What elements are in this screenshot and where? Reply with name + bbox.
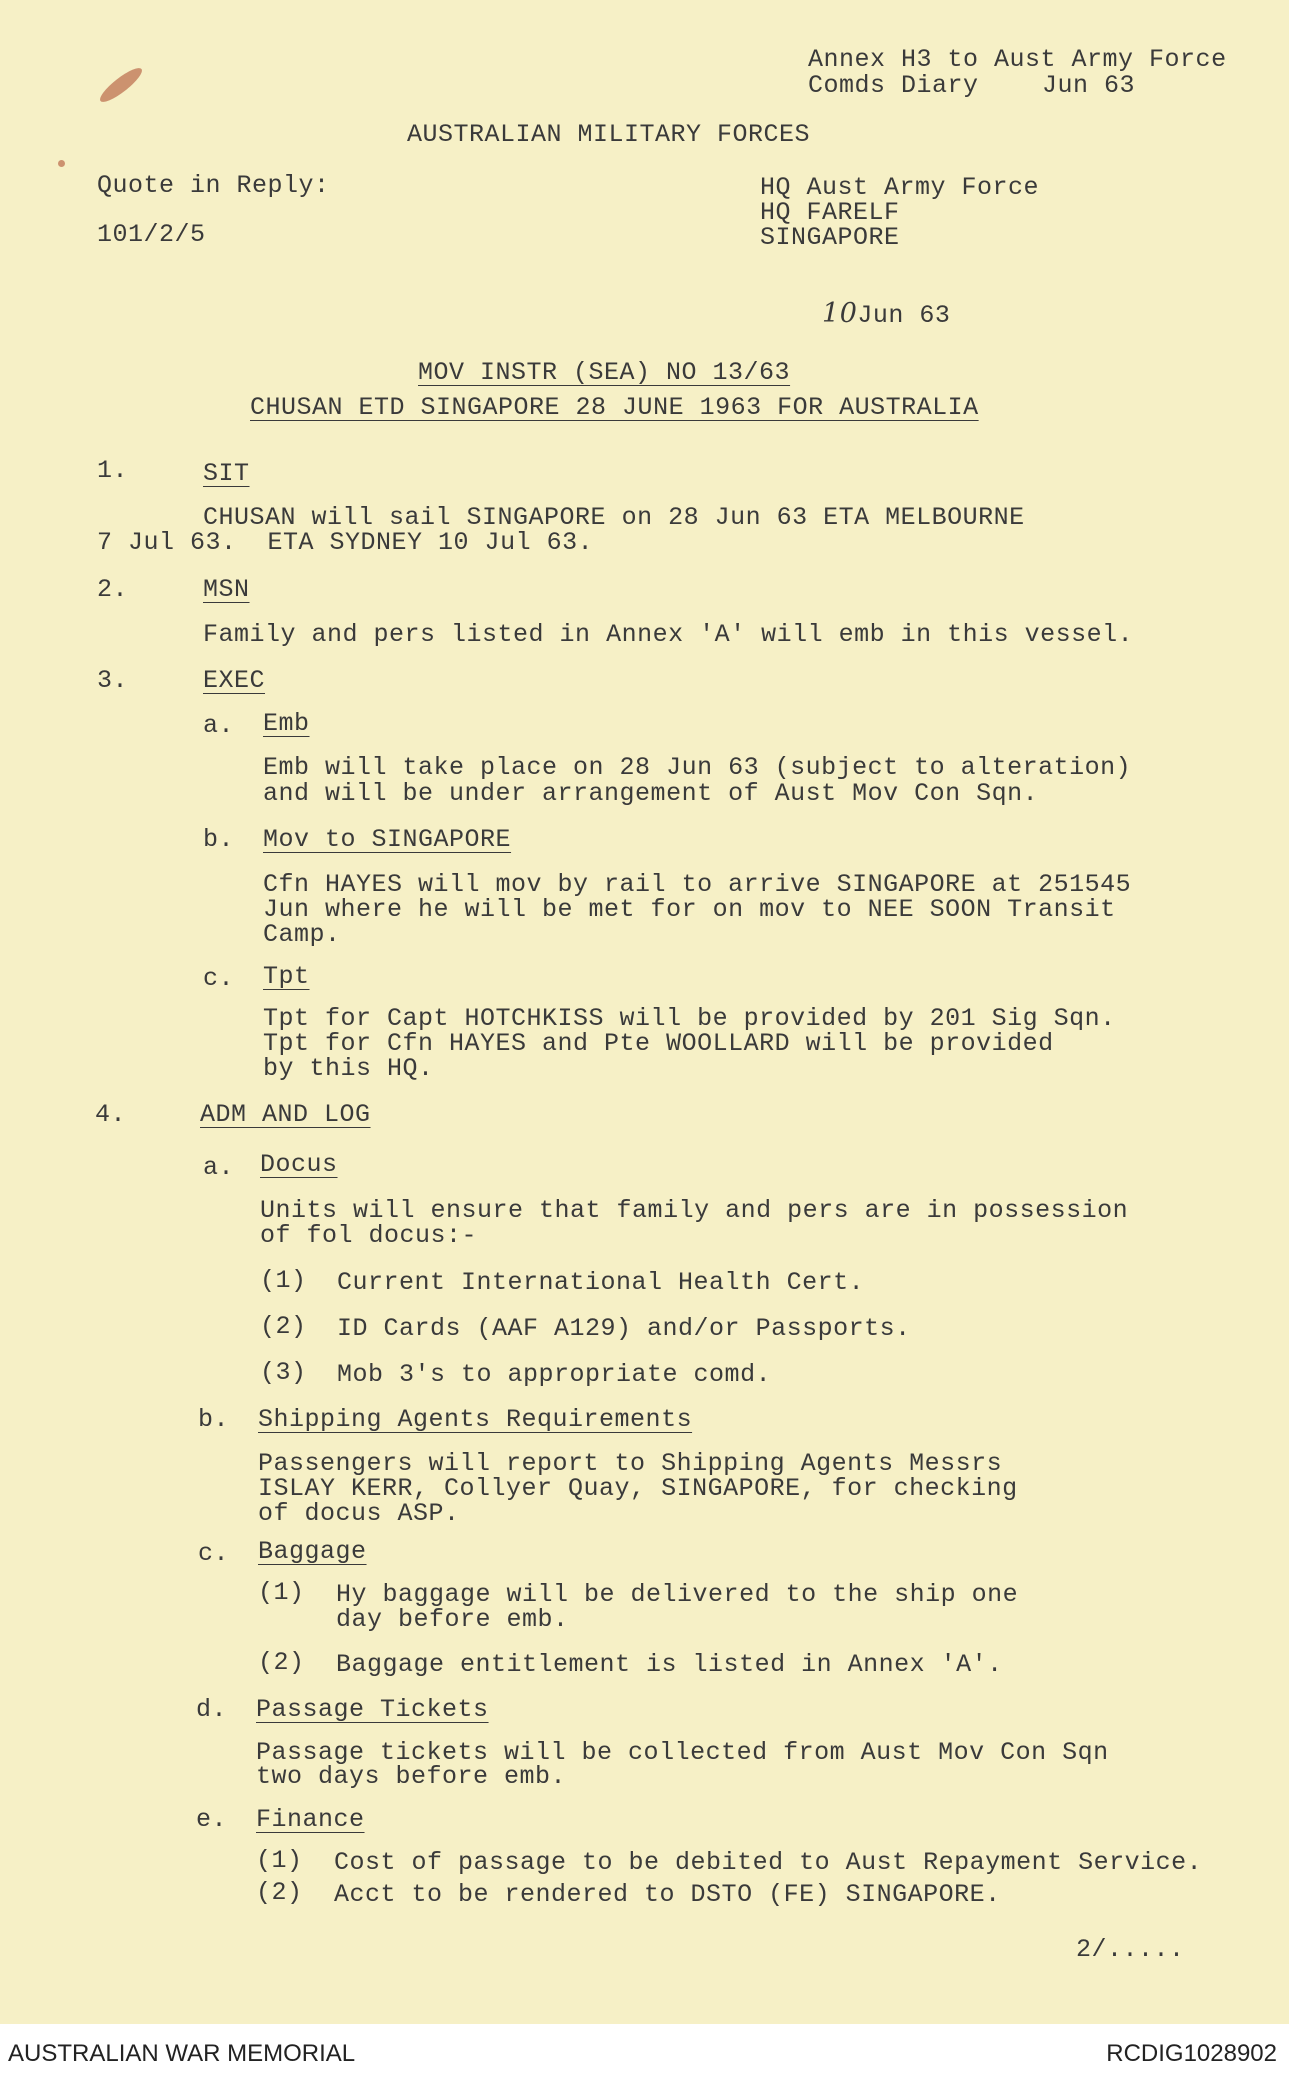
sub-text: Units will ensure that family and pers are in possession — [260, 1196, 1129, 1225]
sub-text: of docus ASP. — [258, 1499, 460, 1528]
sub-letter: e. — [196, 1805, 228, 1834]
list-item: Current International Health Cert. — [337, 1268, 865, 1297]
instruction-title: MOV INSTR (SEA) NO 13/63 — [418, 358, 791, 387]
list-number: (1) — [258, 1578, 305, 1607]
section-4-number: 4. — [95, 1100, 127, 1129]
annex-line-2-right: Jun 63 — [1042, 71, 1136, 100]
section-4-heading: ADM AND LOG — [200, 1100, 371, 1129]
instruction-subtitle: CHUSAN ETD SINGAPORE 28 JUNE 1963 FOR AUSTRALIA — [250, 393, 979, 422]
list-item: ID Cards (AAF A129) and/or Passports. — [337, 1314, 911, 1343]
list-number: (3) — [260, 1358, 307, 1387]
section-1-text: 7 Jul 63. ETA SYDNEY 10 Jul 63. — [97, 528, 594, 557]
hq-line-3: SINGAPORE — [760, 223, 900, 252]
sub-heading-docus: Docus — [260, 1150, 338, 1179]
org-title: AUSTRALIAN MILITARY FORCES — [407, 120, 811, 149]
list-item: Cost of passage to be debited to Aust Repayment Service. — [334, 1848, 1203, 1877]
sub-heading-tickets: Passage Tickets — [256, 1695, 489, 1724]
list-item: day before emb. — [336, 1605, 569, 1634]
sub-letter: b. — [203, 825, 235, 854]
sub-text: Passengers will report to Shipping Agents Messrs — [258, 1449, 1003, 1478]
sub-heading-mov: Mov to SINGAPORE — [263, 825, 512, 854]
section-2-text: Family and pers listed in Annex 'A' will emb in this vessel. — [203, 620, 1134, 649]
list-item: Hy baggage will be delivered to the ship one — [336, 1580, 1019, 1609]
sub-heading-emb: Emb — [263, 709, 310, 738]
sub-heading-shipping: Shipping Agents Requirements — [258, 1405, 693, 1434]
section-3-number: 3. — [97, 666, 129, 695]
sub-heading-finance: Finance — [256, 1805, 365, 1834]
list-number: (2) — [258, 1648, 305, 1677]
sub-text: and will be under arrangement of Aust Mov Con Sqn. — [263, 779, 1039, 808]
sub-letter: a. — [203, 711, 235, 740]
list-item: Acct to be rendered to DSTO (FE) SINGAPORE. — [334, 1880, 1001, 1909]
section-2-number: 2. — [97, 575, 129, 604]
ink-smudge — [96, 63, 146, 106]
sub-text: Tpt for Cfn HAYES and Pte WOOLLARD will be provided — [263, 1029, 1054, 1058]
sub-letter: c. — [203, 964, 235, 993]
sub-text: Camp. — [263, 920, 341, 949]
sub-letter: b. — [198, 1405, 230, 1434]
hq-line-1: HQ Aust Army Force — [760, 173, 1040, 202]
section-1-text: CHUSAN will sail SINGAPORE on 28 Jun 63 ETA MELBOURNE — [203, 503, 1025, 532]
annex-line-2-left: Comds Diary — [808, 71, 979, 100]
list-number: (2) — [260, 1312, 307, 1341]
handwritten-date-day: 10 — [822, 298, 858, 329]
hq-line-2: HQ FARELF — [760, 198, 900, 227]
quote-label: Quote in Reply: — [97, 171, 330, 200]
sub-text: Tpt for Capt HOTCHKISS will be provided by 201 Sig Sqn. — [263, 1004, 1116, 1033]
list-item: Baggage entitlement is listed in Annex 'A'. — [336, 1650, 1003, 1679]
section-1-heading: SIT — [203, 459, 250, 488]
sub-text: Emb will take place on 28 Jun 63 (subject to alteration) — [263, 753, 1132, 782]
section-3-heading: EXEC — [203, 666, 266, 695]
list-number: (2) — [256, 1878, 303, 1907]
date-month-year: Jun 63 — [857, 301, 951, 330]
section-2-heading: MSN — [203, 575, 250, 604]
annex-line-1: Annex H3 to Aust Army Force — [808, 45, 1227, 74]
sub-text: Cfn HAYES will mov by rail to arrive SINGAPORE at 251545 — [263, 870, 1132, 899]
section-1-number: 1. — [97, 456, 129, 485]
sub-letter: d. — [196, 1695, 228, 1724]
list-number: (1) — [260, 1266, 307, 1295]
sub-text: of fol docus:- — [260, 1221, 478, 1250]
sub-heading-tpt: Tpt — [263, 962, 310, 991]
ink-smudge — [58, 160, 65, 167]
sub-text: Jun where he will be met for on mov to NEE SOON Transit — [263, 895, 1116, 924]
page-continuation: 2/..... — [1076, 1935, 1185, 1964]
sub-text: by this HQ. — [263, 1054, 434, 1083]
list-item: Mob 3's to appropriate comd. — [337, 1360, 772, 1389]
sub-letter: c. — [198, 1539, 230, 1568]
sub-text: Passage tickets will be collected from Aust Mov Con Sqn — [256, 1738, 1109, 1767]
sub-letter: a. — [203, 1153, 235, 1182]
footer-record-id: RCDIG1028902 — [1106, 2040, 1277, 2067]
quote-ref: 101/2/5 — [97, 220, 206, 249]
list-number: (1) — [256, 1846, 303, 1875]
sub-heading-baggage: Baggage — [258, 1537, 367, 1566]
footer-source: AUSTRALIAN WAR MEMORIAL — [8, 2040, 356, 2067]
sub-text: two days before emb. — [256, 1762, 567, 1791]
sub-text: ISLAY KERR, Collyer Quay, SINGAPORE, for checking — [258, 1474, 1018, 1503]
